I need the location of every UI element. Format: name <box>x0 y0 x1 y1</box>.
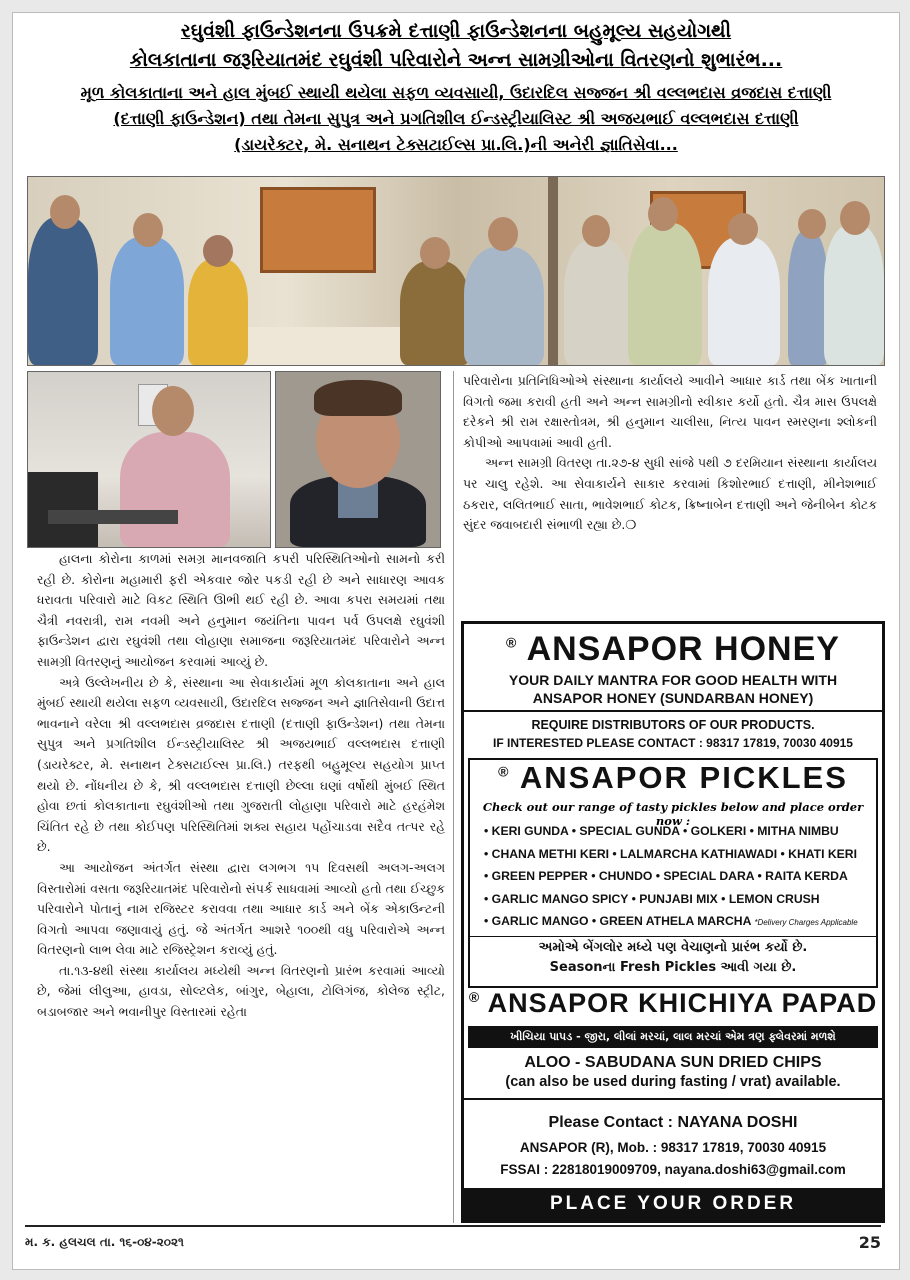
group-photo <box>27 176 885 366</box>
pickle-row: • GARLIC MANGO • GREEN ATHELA MARCHA *Delivery Charges Applicable <box>484 914 858 929</box>
interested-contact-text: IF INTERESTED PLEASE CONTACT : 98317 17819, 70030 40915 <box>493 736 853 750</box>
pickles-title: ® ANSAPOR PICKLES <box>498 760 848 795</box>
subhead-line-3: (ડાયરેક્ટર, મે. સનાથન ટેક્સટાઈલ્સ પ્રા.લિ.)ની અનેરી જ્ઞાતિસેવા... <box>234 135 678 154</box>
subhead-line-1: મૂળ કોલકાતાના અને હાલ મુંબઈ સ્થાયી થયેલા સફળ વ્યવસાયી, ઉદારદિલ સજ્જન શ્રી વલ્લભદાસ વ્રજદાસ દત્તાણી <box>80 83 832 102</box>
registered-mark: ® <box>468 989 481 1005</box>
honey-tagline-1: YOUR DAILY MANTRA FOR GOOD HEALTH WITH <box>508 672 838 688</box>
season-text: Seasonના Fresh Pickles આવી ગયા છે. <box>549 960 797 975</box>
publication-date: મ. ક. હલચલ તા. ૧૬-૦૪-૨૦૨૧ <box>25 1235 184 1249</box>
registered-mark: ® <box>498 763 511 780</box>
place-order-banner: PLACE YOUR ORDER <box>464 1188 882 1220</box>
chips-text: ALOO - SABUDANA SUN DRIED CHIPS <box>524 1054 822 1071</box>
article-paragraph: અન્ન સામગ્રી વિતરણ તા.૨૭-૪ સુધી સાંજે ૫થી ૭ દરમિયાન સંસ્થાના કાર્યાલય પર ચાલુ રહેશે. આ સેવાકાર્યને સાકાર કરવામાં કિશોરભાઈ દત્તાણી, મીનેશભાઈ ઠકરાર, લલિતભાઈ સાતા, ભાવેશભાઈ કોટક, ક્રિષ્નાબેન દત્તાણી અને જેનીબેન કોટક સુંદર જવાબદારી સંભાળી રહ્યા છે.❍ <box>463 455 877 533</box>
right-article-column <box>463 371 877 536</box>
bangalore-text: અમોએ બેંગલોર મધ્યે પણ વેચાણનો પ્રારંભ કર્યો છે. <box>538 940 808 955</box>
footer-rule <box>25 1225 881 1227</box>
pickle-row: • CHANA METHI KERI • LALMARCHA KATHIAWADI • KHATI KERI <box>484 846 857 861</box>
pickle-row: • GARLIC MANGO SPICY • PUNJABI MIX • LEMON CRUSH <box>484 891 820 906</box>
papad-flavour-strip: ખીચિયા પાપડ - જીરા, લીલાં મરચાં, લાલ મરચાં એમ ત્રણ ફ્લેવરમાં મળશે <box>468 1026 878 1048</box>
headline-line-1: રઘુવંશી ફાઉન્ડેશનના ઉપક્રમે દત્તાણી ફાઉન્ડેશનના બહુમૂલ્ય સહયોગથી <box>180 20 732 42</box>
pickle-list <box>484 820 874 935</box>
honey-tagline-2: ANSAPOR HONEY (SUNDARBAN HONEY) <box>532 690 814 706</box>
headline-line-2: કોલકાતાના જરૂરિયાતમંદ રઘુવંશી પરિવારોને અન્ન સામગ્રીઓના વિતરણનો શુભારંભ... <box>129 49 783 71</box>
fasting-text: (can also be used during fasting / vrat) available. <box>505 1074 841 1090</box>
office-portrait-photo <box>27 371 271 548</box>
newspaper-page <box>12 12 900 1270</box>
honey-title: ® ANSAPOR HONEY <box>506 630 840 668</box>
column-divider <box>453 371 454 1223</box>
delivery-note: *Delivery Charges Applicable <box>754 918 858 928</box>
article-paragraph: તા.૧૩-૪થી સંસ્થા કાર્યાલય મધ્યેથી અન્ન વિતરણનો પ્રારંભ કરવામાં આવ્યો છે, જેમાં લીલુઆ, હાવડા, સોલ્ટલેક, બાંગુર, બેહાલા, ટોલિગંજ, કોલેજ સ્ટ્રીટ, બડાબજાર અને ભવાનીપુર વિસ્તારમાં રહેતા <box>37 962 445 1020</box>
left-article-column <box>37 549 445 1023</box>
fssai-email: FSSAI : 22818019009709, nayana.doshi63@gmail.com <box>500 1162 846 1177</box>
papad-title: ® ANSAPOR KHICHIYA PAPAD <box>468 988 878 1018</box>
registered-mark: ® <box>506 634 518 651</box>
headshot-photo <box>275 371 441 548</box>
article-paragraph: અત્રે ઉલ્લેખનીય છે કે, સંસ્થાના આ સેવાકાર્યમાં મૂળ કોલકાતાના અને હાલ મુંબઈ સ્થાયી થયેલા સફળ વ્યવસાયી, ઉદારદિલ સજ્જન અને જ્ઞાતિસેવાની ઉદાત્ત ભાવનાને વરેલા શ્રી વલ્લભદાસ વ્રજદાસ દત્તાણી (દત્તાણી ફાઉન્ડેશન) તથા તેમના સુપુત્ર અને પ્રગતિશીલ ઈન્ડસ્ટ્રીયાલિસ્ટ શ્રી અજયભાઈ વલ્લભદાસ દત્તાણી (ડાયરેક્ટર, મે. સનાથન ટેક્સટાઈલ્સ પ્રા.લિ.) તરફથી બહુમૂલ્ય સહયોગ પ્રાપ્ત થયો છે. નોંધનીય છે કે, શ્રી વલ્લભદાસ દત્તાણી છેલ્લા ઘણાં વર્ષોથી મુંબઈ સ્થિત હોવા છતાં કોલકાતાના રઘુવંશીઓ તથા ગુજરાતી લોહાણા પરિવારો માટે હરહંમેશ ચિંતિત રહે છે તથા કોઈપણ પરિસ્થિતિમાં શક્ય સહાય પહોંચાડવા સદૈવ તત્પર રહે છે. <box>37 674 445 855</box>
contact-mobile: ANSAPOR (R), Mob. : 98317 17819, 70030 40915 <box>519 1140 827 1155</box>
article-paragraph: પરિવારોના પ્રતિનિધિઓએ સંસ્થાના કાર્યાલયે આવીને આધાર કાર્ડ તથા બેંક ખાતાની વિગતો જમા કરાવી હતી અને અન્ન સામગ્રીનો સ્વીકાર કર્યો હતો. ચૈત્ર માસ ઉપલક્ષે દરેકને શ્રી રામ રક્ષાસ્તોત્રમ, શ્રી હનુમાન ચાલીસા, નિત્ય પાવન સ્મરણના શ્લોકની કોપીઓ આપવામાં આવી હતી. <box>463 373 877 450</box>
subhead-line-2: (દત્તાણી ફાઉન્ડેશન) તથા તેમના સુપુત્ર અને પ્રગતિશીલ ઈન્ડસ્ટ્રીયાલિસ્ટ શ્રી અજયભાઈ વલ્લભદાસ દત્તાણી <box>113 109 799 128</box>
ansapor-advertisement <box>461 621 885 1223</box>
page-number: 25 <box>858 1233 881 1252</box>
distributors-text: REQUIRE DISTRIBUTORS OF OUR PRODUCTS. <box>531 718 815 732</box>
contact-name: Please Contact : NAYANA DOSHI <box>548 1114 798 1131</box>
pickle-row: • KERI GUNDA • SPECIAL GUNDA • GOLKERI • MITHA NIMBU <box>484 824 839 838</box>
article-paragraph: આ આયોજન અંતર્ગત સંસ્થા દ્વારા લગભગ ૧૫ દિવસથી અલગ-અલગ વિસ્તારોમાં વસતા જરૂરિયાતમંદ પરિવારોનો સંપર્ક સાધવામાં આવ્યો હતો તથા ઈચ્છુક પરિવારોને પોતાનું નામ રજિસ્ટર કરાવવા તથા આધાર કાર્ડ અને બેંક એકાઉન્ટની વિગતો આપવા જણાવાયું હતું. જે અંતર્ગત આશરે ૧૦૦થી વધુ પરિવારોએ અન્ન વિતરણનો લાભ લેવા માટે રજિસ્ટ્રેશન કરાવ્યું હતું. <box>37 859 445 958</box>
pickle-row: • GREEN PEPPER • CHUNDO • SPECIAL DARA • RAITA KERDA <box>484 869 848 884</box>
article-paragraph: હાલના કોરોના કાળમાં સમગ્ર માનવજાતિ કપરી પરિસ્થિતિઓનો સામનો કરી રહી છે. કોરોના મહામારી ફરી એકવાર જોર પકડી રહી છે અને સાધારણ આવક ધરાવતા પરિવારો માટે વિકટ સ્થિતિ ઊભી થઈ રહી છે. આવા કપરા સમયમાં તથા ચૈત્રી નવરાત્રી, રામ નવમી અને હનુમાન જયંતિના પાવન પર્વ ઉપલક્ષે રઘુવંશી ફાઉન્ડેશન દ્વારા રઘુવંશી તથા લોહાણા સમાજના જરૂરિયાતમંદ પરિવારોને અન્ન સામગ્રી વિતરણનું આયોજન કરવામાં આવ્યું છે. <box>37 551 445 669</box>
pickles-intro: Check out our range of tasty pickles below and place order now : <box>482 800 864 828</box>
